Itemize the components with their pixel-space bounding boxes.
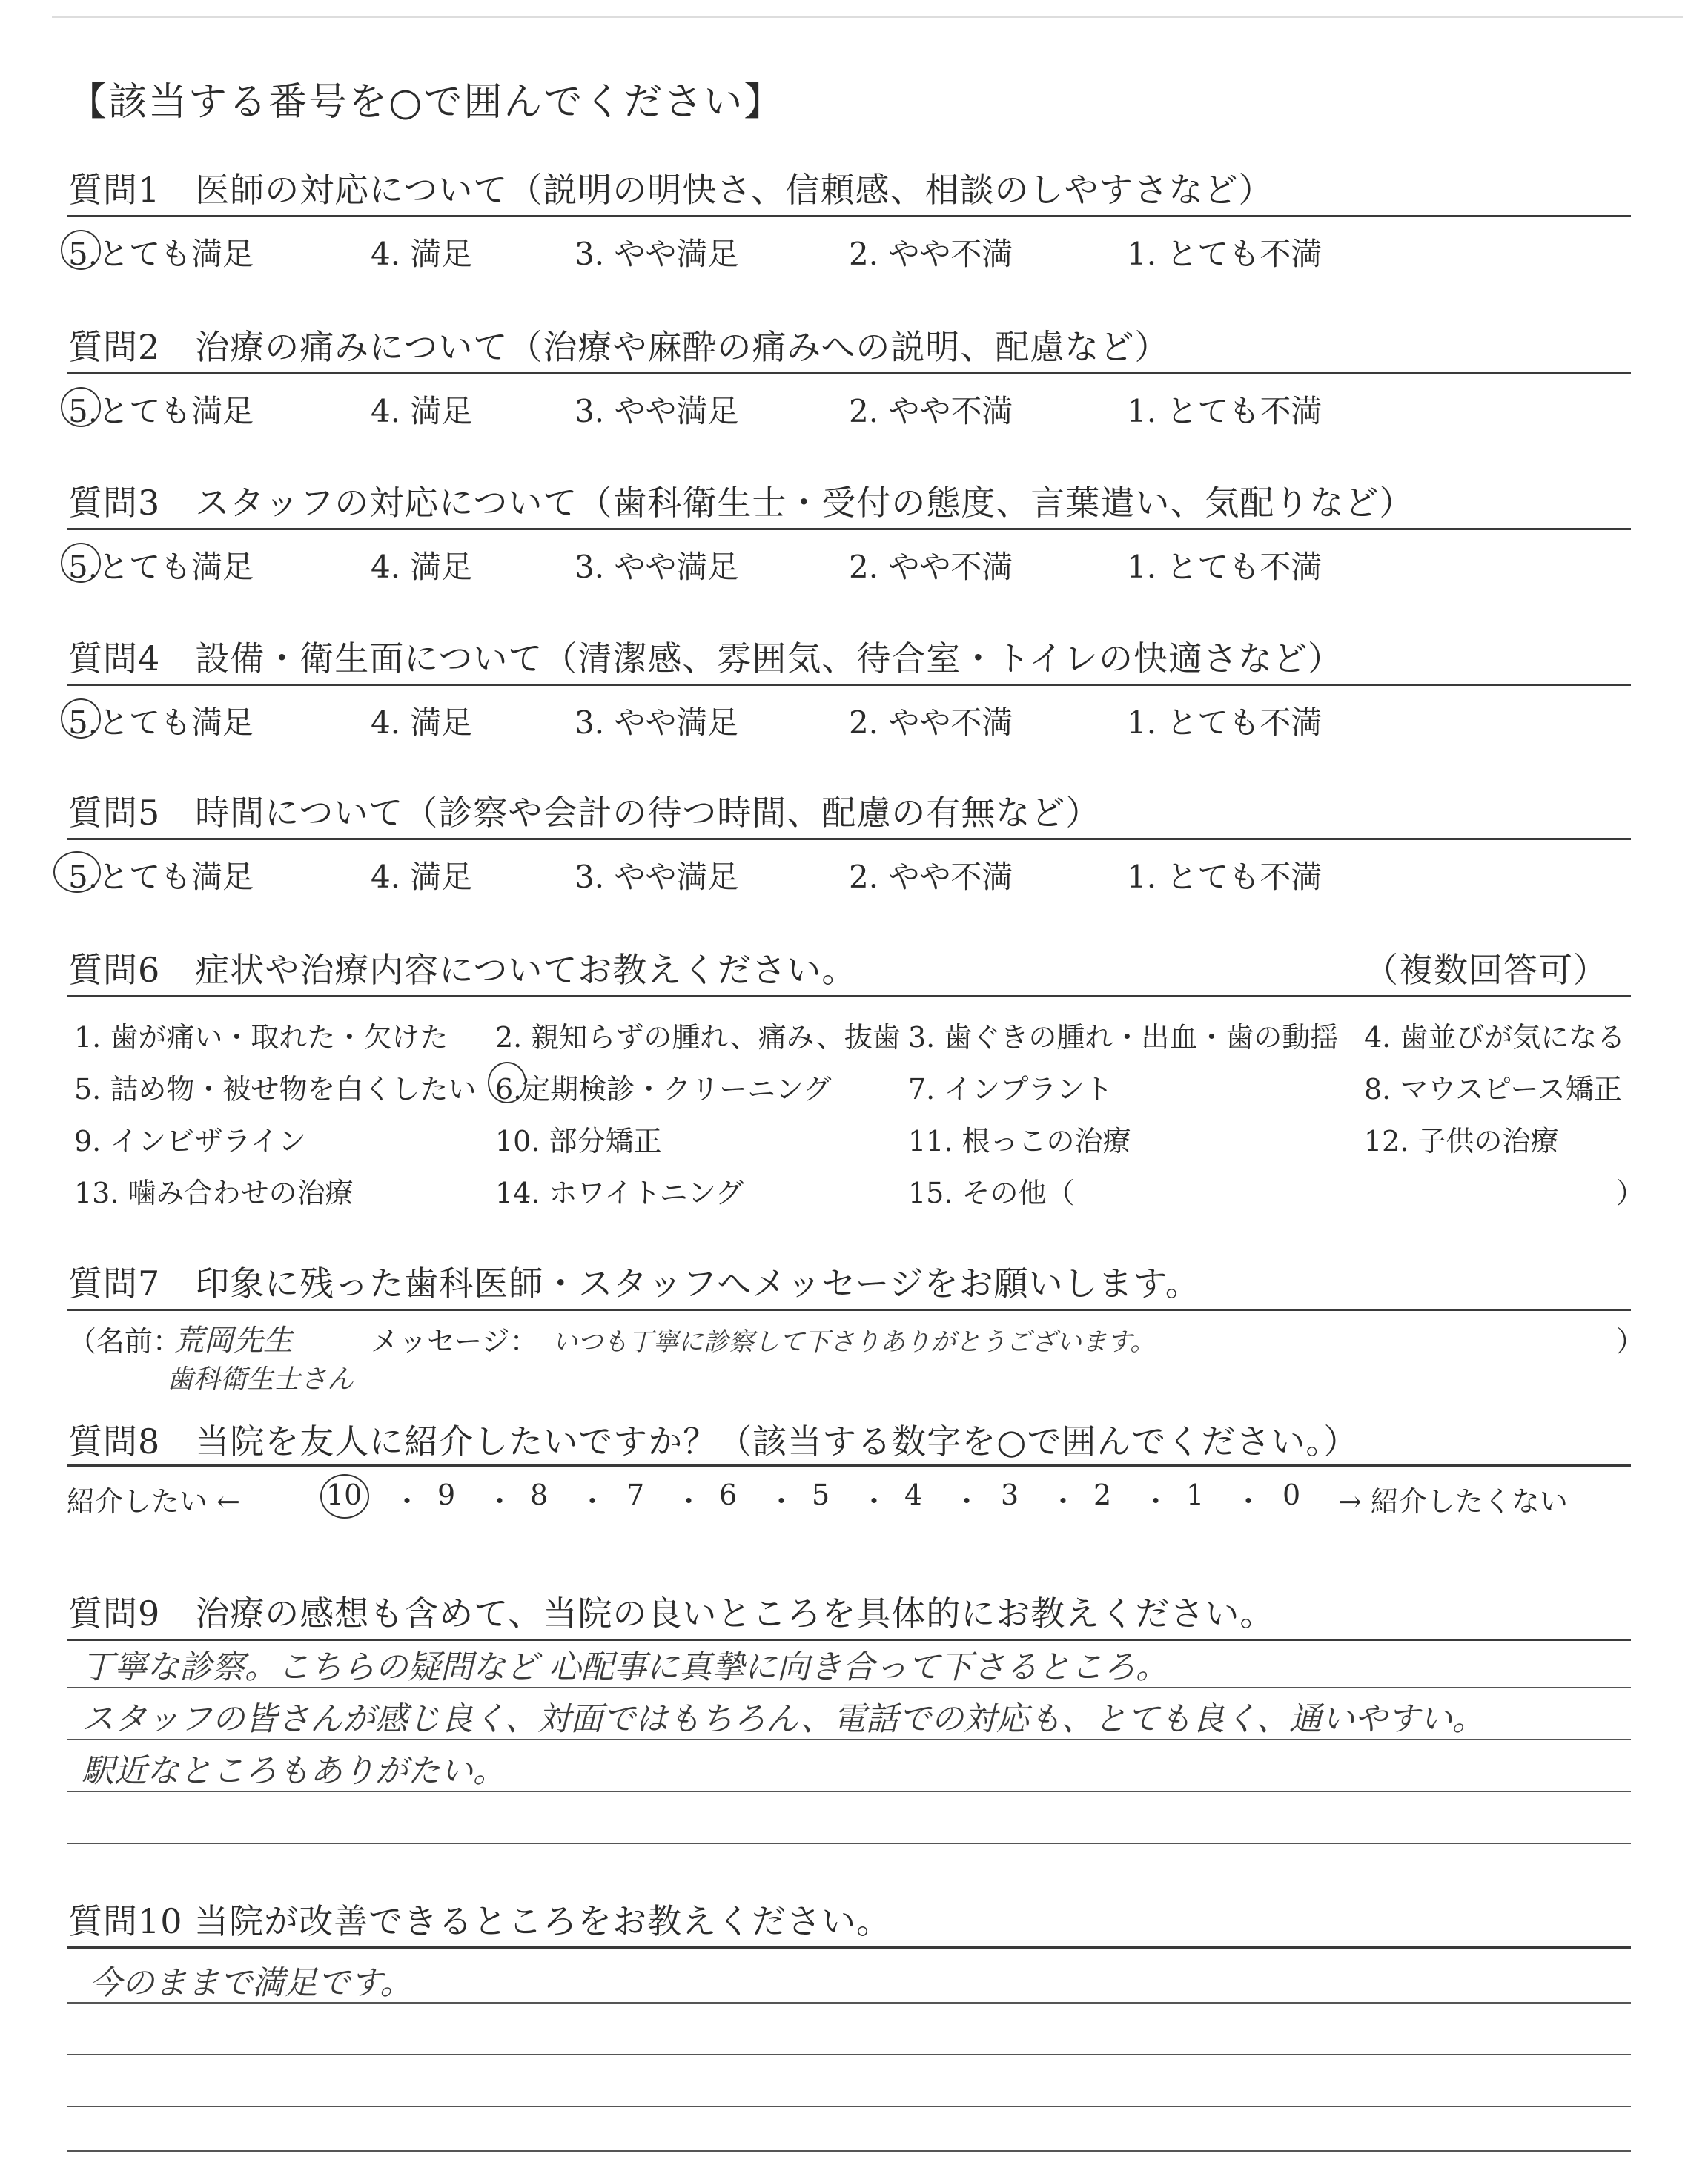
question-10-rule [67, 1946, 1631, 1949]
question-6-note: （複数回答可） [1364, 950, 1608, 990]
question-5-rule [67, 838, 1631, 840]
recommend-number[interactable]: 0 [1282, 1479, 1301, 1511]
symptom-option[interactable]: 2. 親知らずの腫れ、痛み、抜歯 [495, 1021, 901, 1054]
answer-rule [67, 2002, 1631, 2004]
option-1[interactable]: 1. とても不満 [1127, 704, 1323, 741]
question-2-title: 質問2 治療の痛みについて（治療や麻酔の痛みへの説明、配慮など） [68, 327, 1170, 367]
symptom-option[interactable]: 3. 歯ぐきの腫れ・出血・歯の動揺 [908, 1021, 1339, 1054]
symptom-option-other[interactable]: 15. その他（ [908, 1177, 1075, 1209]
recommend-right-label: → 紹介したくない [1338, 1485, 1568, 1518]
question-4-title: 質問4 設備・衛生面について（清潔感、雰囲気、待合室・トイレの快適さなど） [68, 638, 1343, 678]
dot-separator: ・ [393, 1485, 422, 1518]
dot-separator: ・ [1142, 1485, 1171, 1518]
dot-separator: ・ [1049, 1485, 1078, 1518]
answer-rule [67, 2054, 1631, 2055]
option-2[interactable]: 2. やや不満 [849, 859, 1013, 895]
question-9-title: 質問9 治療の感想も含めて、当院の良いところを具体的にお教えください。 [68, 1593, 1275, 1634]
recommend-number[interactable]: 10 [326, 1479, 363, 1511]
recommend-number[interactable]: 8 [530, 1479, 549, 1511]
symptom-option[interactable]: 12. 子供の治療 [1364, 1125, 1559, 1157]
symptom-option[interactable]: 10. 部分矯正 [495, 1125, 662, 1157]
recommend-number[interactable]: 6 [719, 1479, 738, 1511]
question-8-title: 質問8 当院を友人に紹介したいですか？（該当する数字を○で囲んでください。） [68, 1421, 1359, 1462]
recommend-number[interactable]: 3 [1001, 1479, 1019, 1511]
option-1[interactable]: 1. とても不満 [1127, 393, 1323, 429]
recommend-number[interactable]: 7 [626, 1479, 645, 1511]
option-5[interactable]: 5.とても満足 [68, 549, 254, 585]
option-5[interactable]: 5.とても満足 [68, 236, 254, 272]
option-3[interactable]: 3. やや満足 [575, 393, 739, 429]
option-2[interactable]: 2. やや不満 [849, 236, 1013, 272]
page-top-edge [52, 16, 1683, 18]
question-7-rule [67, 1309, 1631, 1311]
option-2[interactable]: 2. やや不満 [849, 704, 1013, 741]
name-value-doctor[interactable]: 荒岡先生 [174, 1324, 293, 1358]
option-1[interactable]: 1. とても不満 [1127, 549, 1323, 585]
option-5[interactable]: 5.とても満足 [68, 393, 254, 429]
symptom-option[interactable]: 14. ホワイトニング [495, 1177, 744, 1209]
recommend-number[interactable]: 5 [812, 1479, 830, 1511]
answer-line[interactable]: 駅近なところもありがたい。 [82, 1752, 506, 1790]
option-1[interactable]: 1. とても不満 [1127, 859, 1323, 895]
option-4[interactable]: 4. 満足 [371, 393, 473, 429]
option-2[interactable]: 2. やや不満 [849, 549, 1013, 585]
dot-separator: ・ [578, 1485, 607, 1518]
question-3-rule [67, 528, 1631, 530]
answer-line[interactable]: 今のままで満足です。 [89, 1964, 413, 2002]
question-4-rule [67, 684, 1631, 686]
question-6-rule [67, 995, 1631, 997]
answer-rule [67, 2150, 1631, 2152]
question-5-title: 質問5 時間について（診察や会計の待つ時間、配慮の有無など） [68, 793, 1101, 833]
symptom-option[interactable]: 7. インプラント [908, 1073, 1113, 1106]
symptom-option[interactable]: 5. 詰め物・被せ物を白くしたい [74, 1073, 477, 1106]
dot-separator: ・ [486, 1485, 514, 1518]
dot-separator: ・ [860, 1485, 889, 1518]
recommend-number[interactable]: 1 [1186, 1479, 1205, 1511]
question-3-title: 質問3 スタッフの対応について（歯科衛生士・受付の態度、言葉遣い、気配りなど） [68, 483, 1414, 523]
question-6-title: 質問6 症状や治療内容についてお教えください。 [68, 950, 857, 990]
option-3[interactable]: 3. やや満足 [575, 549, 739, 585]
option-3[interactable]: 3. やや満足 [575, 704, 739, 741]
name-value-hygienist[interactable]: 歯科衛生士さん [167, 1364, 354, 1395]
option-4[interactable]: 4. 満足 [371, 236, 473, 272]
answer-line[interactable]: スタッフの皆さんが感じ良く、対面ではもちろん、電話での対応も、とても良く、通いやすい。 [82, 1700, 1485, 1738]
option-3[interactable]: 3. やや満足 [575, 859, 739, 895]
dot-separator: ・ [767, 1485, 796, 1518]
answer-rule [67, 1791, 1631, 1792]
symptom-option[interactable]: 4. 歯並びが気になる [1364, 1021, 1626, 1054]
other-close-paren: ） [1616, 1177, 1645, 1209]
symptom-option[interactable]: 13. 噛み合わせの治療 [74, 1177, 354, 1209]
option-4[interactable]: 4. 満足 [371, 549, 473, 585]
question-2-rule [67, 372, 1631, 374]
option-5[interactable]: 5.とても満足 [68, 859, 254, 895]
question-8-rule [67, 1464, 1631, 1467]
option-3[interactable]: 3. やや満足 [575, 236, 739, 272]
symptom-option[interactable]: 1. 歯が痛い・取れた・欠けた [74, 1021, 448, 1054]
option-5[interactable]: 5.とても満足 [68, 704, 254, 741]
option-2[interactable]: 2. やや不満 [849, 393, 1013, 429]
symptom-option[interactable]: 6.定期検診・クリーニング [495, 1073, 832, 1106]
question-1-title: 質問1 医師の対応について（説明の明快さ、信頼感、相談のしやすさなど） [68, 170, 1274, 210]
dot-separator: ・ [953, 1485, 982, 1518]
answer-rule [67, 2106, 1631, 2107]
answer-rule [67, 1843, 1631, 1844]
recommend-number[interactable]: 2 [1093, 1479, 1112, 1511]
symptom-option[interactable]: 11. 根っこの治療 [908, 1125, 1131, 1157]
recommend-number[interactable]: 9 [437, 1479, 456, 1511]
option-4[interactable]: 4. 満足 [371, 704, 473, 741]
answer-rule [67, 1739, 1631, 1740]
question-7-title: 質問7 印象に残った歯科医師・スタッフへメッセージをお願いします。 [68, 1264, 1200, 1304]
option-1[interactable]: 1. とても不満 [1127, 236, 1323, 272]
symptom-option[interactable]: 9. インビザライン [74, 1125, 307, 1157]
symptom-option[interactable]: 8. マウスピース矯正 [1364, 1073, 1622, 1106]
answer-line[interactable]: 丁寧な診察。こちらの疑問など 心配事に真摯に向き合って下さるところ。 [82, 1648, 1168, 1686]
dot-separator: ・ [675, 1485, 704, 1518]
answer-rule [67, 1687, 1631, 1688]
dot-separator: ・ [1234, 1485, 1263, 1518]
question-1-rule [67, 215, 1631, 217]
option-4[interactable]: 4. 満足 [371, 859, 473, 895]
message-close-paren: ） [1616, 1325, 1645, 1358]
message-value[interactable]: いつも丁寧に診察して下さりありがとうございます。 [552, 1327, 1156, 1357]
message-label: メッセージ： [371, 1325, 538, 1358]
recommend-number[interactable]: 4 [904, 1479, 923, 1511]
form-heading: 【該当する番号を○で囲んでください】 [68, 80, 784, 125]
recommend-left-label: 紹介したい ← [67, 1485, 240, 1518]
question-10-title: 質問10 当院が改善できるところをお教えください。 [68, 1901, 892, 1941]
name-label: （名前： [68, 1325, 182, 1358]
